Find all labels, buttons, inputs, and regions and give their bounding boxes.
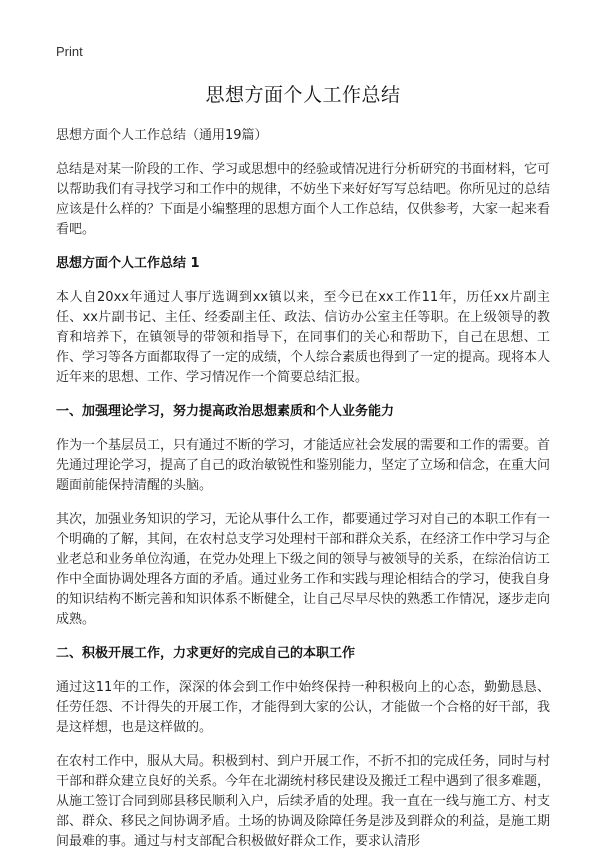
- section-2-paragraph: 在农村工作中，服从大局。积极到村、到户开展工作，不折不扣的完成任务，同时与村干部和群众建立良好的关系。今年在北湖统村移民建设及搬迁工程中遇到了很多难题，从施工签订合同到郧县移民顺利入户，后续矛盾的处理。我一直在一线与施工方、村支部、群众、移民之间协调矛盾。土场的协调及除障任务是涉及到群众的利益，是施工期间最难的事。通过与村支部配合积极做好群众工作，要求认清形: [56, 754, 551, 849]
- section-1-paragraph: 作为一个基层员工，只有通过不断的学习，才能适应社会发展的需要和工作的需要。首先通过理论学习，提高了自己的政治敏锐性和鉴别能力，坚定了立场和信念，在重大问题面前能保持清醒的头脑。: [56, 438, 551, 493]
- intro-paragraph: 总结是对某一阶段的工作、学习或思想中的经验或情况进行分析研究的书面材料，它可以帮助我们有寻找学习和工作中的规律，不妨坐下来好好写写总结吧。你所见过的总结应该是什么样的？下面是小编整理的思想方面个人工作总结，仅供参考，大家一起来看看吧。: [56, 162, 551, 237]
- section-heading-1: 一、加强理论学习，努力提高政治思想素质和个人业务能力: [56, 404, 395, 419]
- section-heading-2: 二、积极开展工作，力求更好的完成自己的本职工作: [56, 646, 356, 661]
- section-1-paragraph: 其次，加强业务知识的学习，无论从事什么工作，都要通过学习对自己的本职工作有一个明确的了解，其间，在农村总支学习处理村干部和群众关系，在经济工作中学习与企业老总和业务单位沟通，在党办处理上下级之间的领导与被领导的关系，在综治信访工作中全面协调处理各方面的矛盾。通过业务工作和实践与理论相结合的学习，使我自身的知识结构不断完善和知识体系不断健全，让自己尽早尽快的熟悉工作情况，逐步走向成熟。: [56, 512, 551, 627]
- article-heading: 思想方面个人工作总结 1: [56, 256, 200, 271]
- section-2-paragraph: 通过这11年的工作，深深的体会到工作中始终保持一种积极向上的心态，勤勤恳恳、任劳任怨、不计得失的开展工作，才能得到大家的公认，才能做一个合格的好干部，我是这样想，也是这样做的。: [56, 680, 551, 735]
- article-intro-paragraph: 本人自20xx年通过人事厅选调到xx镇以来，至今已在xx工作11年，历任xx片副主任、xx片副书记、主任、经委副主任、政法、信访办公室主任等职。在上级领导的教育和培养下，在镇领导的带领和指导下，在同事们的关心和帮助下，自己在思想、工作、学习等各方面都取得了一定的成绩，个人综合素质也得到了一定的提高。现将本人近年来的思想、工作、学习情况作一个简要总结汇报。: [56, 290, 551, 385]
- document-page: [56, 80, 550, 866]
- print-link[interactable]: Print: [56, 44, 83, 59]
- document-subtitle: 思想方面个人工作总结（通用19篇）: [56, 128, 268, 143]
- document-title: 思想方面个人工作总结: [205, 84, 401, 106]
